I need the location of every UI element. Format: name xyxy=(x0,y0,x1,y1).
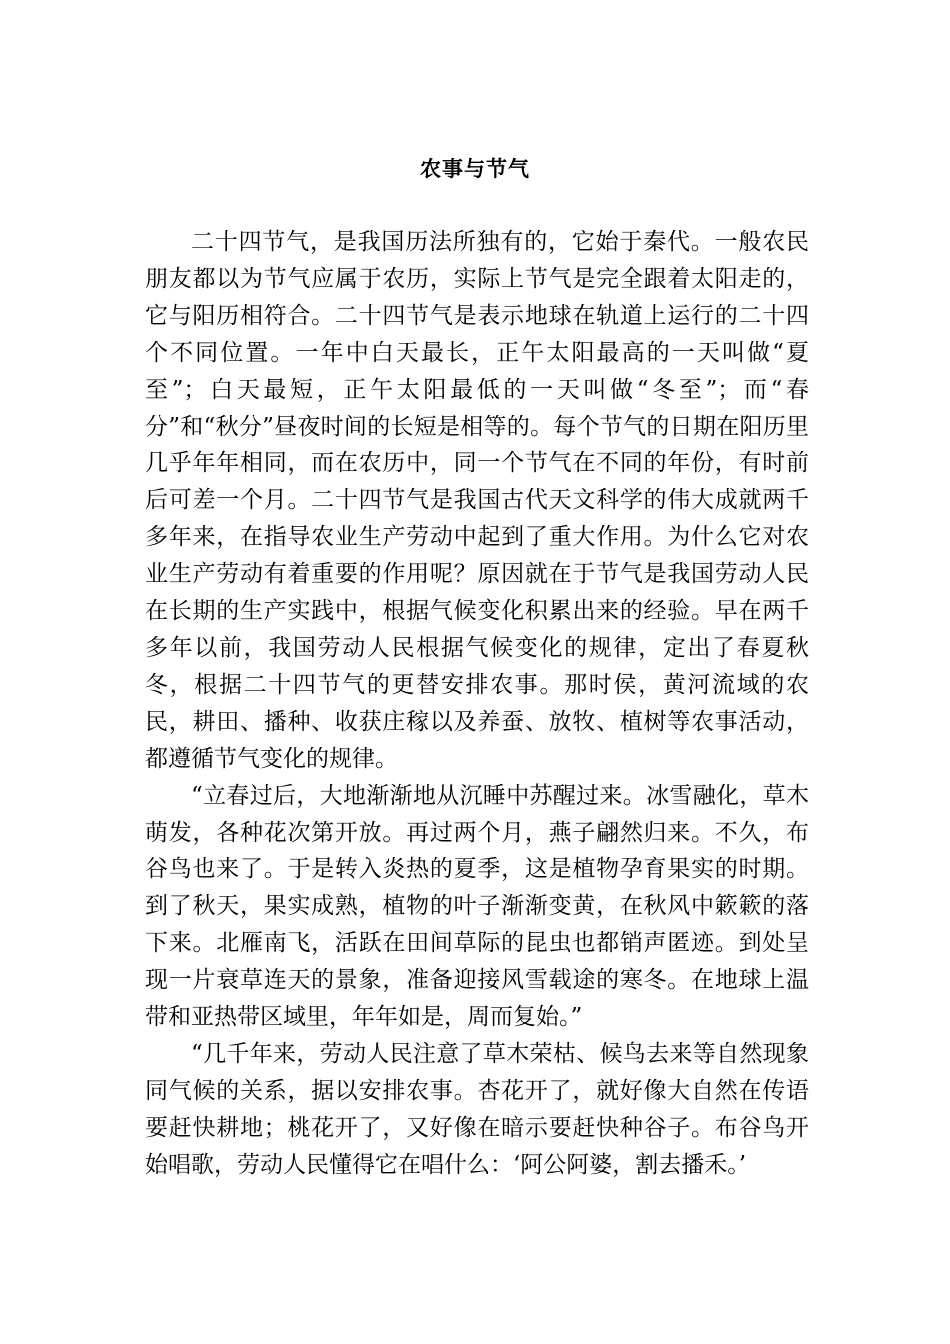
paragraph-seasons-quote: “立春过后，大地渐渐地从沉睡中苏醒过来。冰雪融化，草木萌发，各种花次第开放。再过两个月，燕子翩然归来。不久，布谷鸟也来了。于是转入炎热的夏季，这是植物孕育果实的时期。到了秋天，果实成熟，植物的叶子渐渐变黄，在秋风中簌簌的落下来。北雁南飞，活跃在田间草际的昆虫也都销声匿迹。到处呈现一片衰草连天的景象，准备迎接风雪载途的寒冬。在地球上温带和亚热带区域里，年年如是，周而复始。” xyxy=(145,782,809,1031)
paragraph-phenology-quote: “几千年来，劳动人民注意了草木荣枯、候鸟去来等自然现象同气候的关系，据以安排农事。杏花开了，就好像大自然在传语要赶快耕地；桃花开了，又好像在暗示要赶快种谷子。布谷鸟开始唱歌，劳动人民懂得它在唱什么：‘阿公阿婆，割去播禾。’ xyxy=(145,1040,809,1178)
paragraph-solar-terms-intro: 二十四节气，是我国历法所独有的，它始于秦代。一般农民朋友都以为节气应属于农历，实际上节气是完全跟着太阳走的，它与阳历相符合。二十四节气是表示地球在轨道上运行的二十四个不同位置。一年中白天最长，正午太阳最高的一天叫做“夏至”；白天最短，正午太阳最低的一天叫做“冬至”；而“春分”和“秋分”昼夜时间的长短是相等的。每个节气的日期在阳历里几乎年年相同，而在农历中，同一个节气在不同的年份，有时前后可差一个月。二十四节气是我国古代天文科学的伟大成就两千多年来，在指导农业生产劳动中起到了重大作用。为什么它对农业生产劳动有着重要的作用呢？原因就在于节气是我国劳动人民在长期的生产实践中，根据气候变化积累出来的经验。早在两千多年以前，我国劳动人民根据气候变化的规律，定出了春夏秋冬，根据二十四节气的更替安排农事。那时侯，黄河流域的农民，耕田、播种、收获庄稼以及养蚕、放牧、植树等农事活动，都遵循节气变化的规律。 xyxy=(145,229,809,772)
document-title: 农事与节气 xyxy=(420,157,530,181)
document-body xyxy=(145,224,809,1184)
